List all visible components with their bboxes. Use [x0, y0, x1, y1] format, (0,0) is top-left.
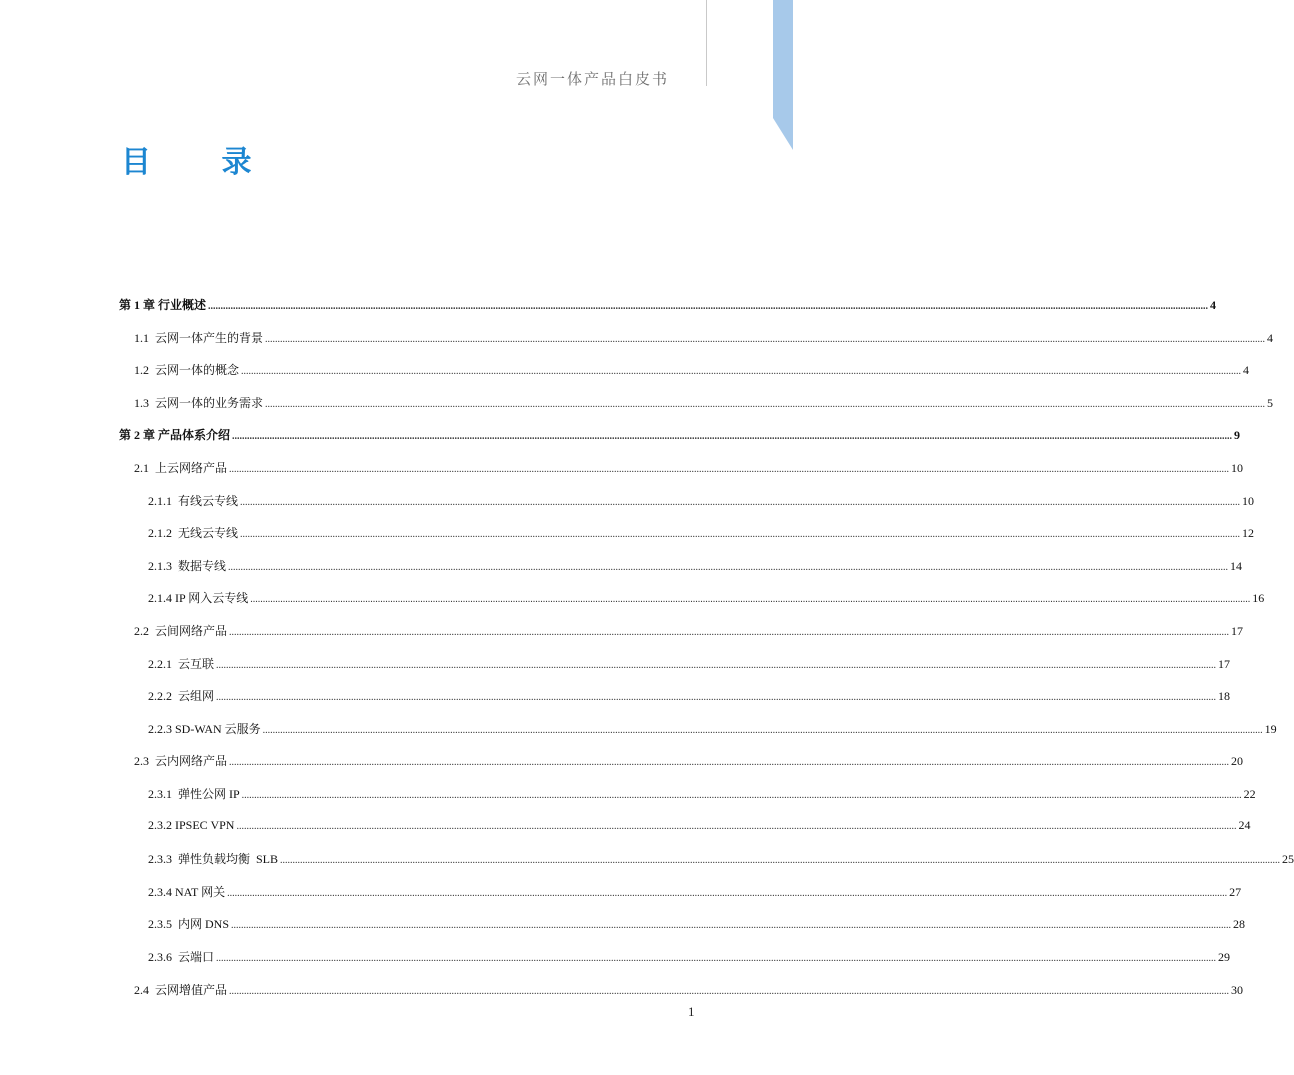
document-header-title: 云网一体产品白皮书 — [515, 70, 669, 88]
toc-entry[interactable] — [148, 785, 1256, 805]
toc-entry-title: 2.3.6 云端口 — [148, 950, 215, 964]
toc-dot-leader: ................................................................................................................................................................................................................................................................................................................................................................................................................ — [216, 953, 1217, 964]
toc-entry[interactable] — [148, 883, 1242, 903]
toc-dot-leader: ................................................................................................................................................................................................................................................................................................................................................................................................................ — [229, 627, 1230, 638]
toc-dot-leader: ................................................................................................................................................................................................................................................................................................................................................................................................................ — [227, 887, 1228, 899]
toc-entry[interactable] — [134, 752, 1244, 772]
toc-entry-page: 22 — [1243, 787, 1256, 801]
toc-dot-leader: ................................................................................................................................................................................................................................................................................................................................................................................................................ — [229, 985, 1230, 997]
toc-dot-leader: ................................................................................................................................................................................................................................................................................................................................................................................................................ — [216, 659, 1217, 671]
toc-entry[interactable] — [148, 589, 1265, 609]
toc-entry-title: 2.2 云间网络产品 — [134, 624, 228, 638]
toc-entry-title: 2.3.5 内网 DNS — [148, 917, 230, 932]
toc-entry-title: 2.1.3 数据专线 — [148, 558, 227, 573]
toc-entry[interactable] — [148, 948, 1231, 968]
toc-entry[interactable] — [134, 329, 1274, 349]
toc-entry-page: 4 — [1267, 330, 1274, 345]
toc-entry-page: 17 — [1218, 656, 1231, 671]
toc-entry[interactable] — [148, 492, 1255, 512]
toc-dot-leader: ................................................................................................................................................................................................................................................................................................................................................................................................................ — [229, 757, 1230, 769]
toc-entry-title: 2.2.2 云组网 — [148, 689, 215, 704]
toc-dot-leader: ................................................................................................................................................................................................................................................................................................................................................................................................................ — [240, 529, 1241, 541]
toc-entry-title: 2.3 云内网络产品 — [134, 754, 228, 769]
toc-entry-title: 2.3.1 弹性公网 IP — [148, 787, 240, 801]
toc-dot-leader: ................................................................................................................................................................................................................................................................................................................................................................................................................ — [236, 820, 1237, 832]
toc-entry-page: 28 — [1233, 917, 1246, 932]
toc-entry-title: 2.4 云网增值产品 — [134, 982, 228, 997]
toc-dot-leader: ................................................................................................................................................................................................................................................................................................................................................................................................................ — [231, 920, 1232, 932]
toc-entry[interactable] — [134, 459, 1244, 479]
toc-heading: 目 录 — [121, 145, 282, 180]
toc-entry[interactable] — [134, 394, 1274, 414]
toc-entry-title: 2.3.4 NAT 网关 — [148, 884, 226, 899]
toc-entry[interactable] — [148, 850, 1294, 870]
toc-entry-title: 2.2.3 SD-WAN 云服务 — [148, 721, 261, 736]
toc-dot-leader: ................................................................................................................................................................................................................................................................................................................................................................................................................ — [240, 496, 1241, 508]
toc-entry-title: 第 1 章 行业概述 — [119, 298, 207, 312]
toc-entry-title: 2.1.4 IP 网入云专线 — [148, 591, 249, 606]
toc-entry[interactable] — [119, 426, 1241, 446]
toc-dot-leader: ................................................................................................................................................................................................................................................................................................................................................................................................................ — [241, 790, 1242, 801]
toc-entry[interactable] — [119, 296, 1217, 316]
toc-entry-title: 1.2 云网一体的概念 — [134, 363, 240, 378]
toc-dot-leader: ................................................................................................................................................................................................................................................................................................................................................................................................................ — [229, 464, 1230, 475]
toc-entry[interactable] — [148, 557, 1243, 577]
toc-entry-page: 10 — [1242, 493, 1255, 508]
toc-entry-page: 27 — [1229, 884, 1242, 899]
toc-entry-page: 14 — [1230, 558, 1243, 573]
toc-entry-page: 29 — [1218, 950, 1231, 964]
toc-entry[interactable] — [148, 524, 1255, 544]
toc-entry-page: 16 — [1252, 591, 1265, 606]
toc-entry-page: 12 — [1242, 526, 1255, 541]
toc-entry-page: 25 — [1282, 852, 1294, 867]
toc-entry-title: 2.3.3 弹性负载均衡 SLB — [148, 852, 279, 867]
toc-entry[interactable] — [148, 915, 1246, 935]
toc-entry-page: 30 — [1231, 982, 1244, 997]
toc-dot-leader: ................................................................................................................................................................................................................................................................................................................................................................................................................ — [216, 692, 1217, 704]
toc-entry-page: 20 — [1231, 754, 1244, 769]
toc-dot-leader: ................................................................................................................................................................................................................................................................................................................................................................................................................ — [208, 301, 1209, 312]
toc-entry[interactable] — [134, 622, 1244, 642]
toc-entry[interactable] — [148, 817, 1251, 838]
toc-entry-page: 4 — [1243, 363, 1250, 378]
toc-entry-page: 24 — [1238, 817, 1251, 832]
toc-entry-title: 1.3 云网一体的业务需求 — [134, 395, 264, 410]
toc-entry-page: 19 — [1264, 721, 1277, 736]
toc-dot-leader: ................................................................................................................................................................................................................................................................................................................................................................................................................ — [262, 724, 1263, 736]
toc-dot-leader: ................................................................................................................................................................................................................................................................................................................................................................................................................ — [250, 594, 1251, 606]
toc-entry[interactable] — [148, 720, 1277, 740]
page-number: 1 — [688, 1004, 695, 1019]
toc-dot-leader: ................................................................................................................................................................................................................................................................................................................................................................................................................ — [265, 398, 1266, 410]
toc-entry[interactable] — [148, 687, 1231, 707]
toc-dot-leader: ................................................................................................................................................................................................................................................................................................................................................................................................................ — [228, 561, 1229, 573]
toc-entry-title: 1.1 云网一体产生的背景 — [134, 330, 264, 345]
toc-entry-title: 2.1.1 有线云专线 — [148, 493, 239, 508]
toc-entry-title: 2.3.2 IPSEC VPN — [148, 817, 235, 832]
toc-entry-title: 2.1.2 无线云专线 — [148, 526, 239, 541]
toc-entry-page: 17 — [1231, 624, 1244, 638]
toc-dot-leader: ................................................................................................................................................................................................................................................................................................................................................................................................................ — [265, 333, 1266, 345]
toc-entry-title: 2.1 上云网络产品 — [134, 461, 228, 475]
toc-dot-leader: ................................................................................................................................................................................................................................................................................................................................................................................................................ — [232, 431, 1233, 443]
header-divider — [706, 0, 707, 86]
toc-dot-leader: ................................................................................................................................................................................................................................................................................................................................................................................................................ — [280, 855, 1281, 867]
corner-tab-decoration — [773, 0, 793, 150]
toc-entry-page: 18 — [1218, 689, 1231, 704]
toc-entry-title: 2.2.1 云互联 — [148, 656, 215, 671]
toc-entry-page: 10 — [1231, 461, 1244, 475]
toc-entry-page: 4 — [1210, 298, 1217, 312]
toc-entry[interactable] — [134, 981, 1244, 1001]
toc-entry-title: 第 2 章 产品体系介绍 — [119, 428, 231, 443]
toc-dot-leader: ................................................................................................................................................................................................................................................................................................................................................................................................................ — [241, 366, 1242, 378]
toc-entry-page: 9 — [1234, 428, 1241, 443]
toc-entry-page: 5 — [1267, 395, 1274, 410]
toc-entry[interactable] — [148, 655, 1231, 675]
toc-entry[interactable] — [134, 361, 1250, 381]
